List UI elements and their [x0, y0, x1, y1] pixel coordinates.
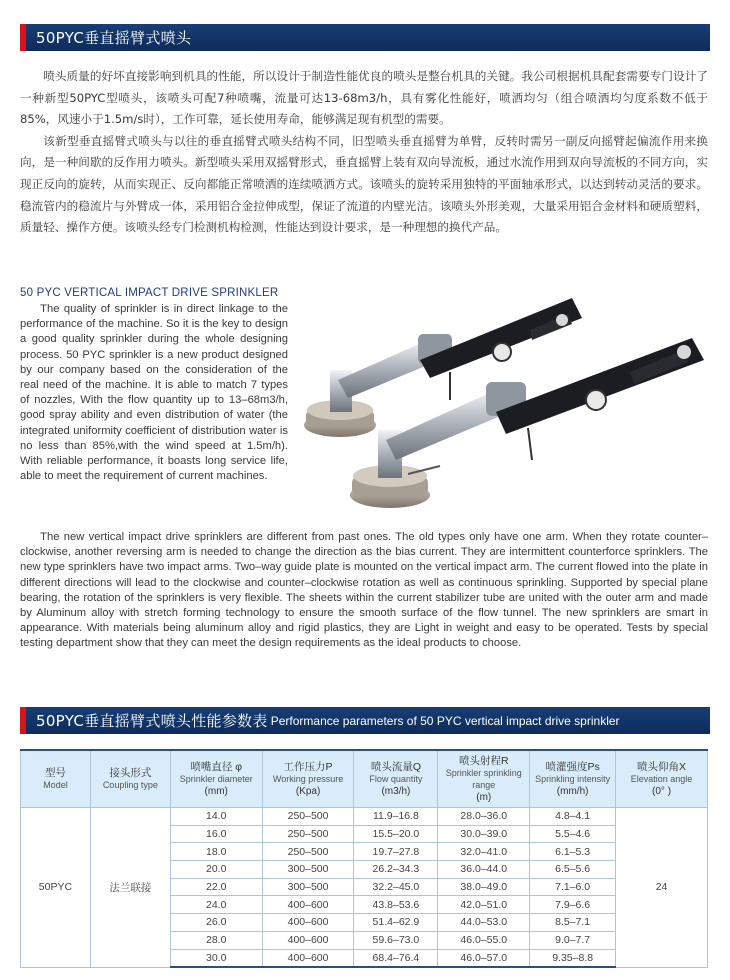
en-paragraph: The new vertical impact drive sprinklers are different from past ones. The old types only have one arm. When they rotate counter–clockwise, another reversing arm is needed to change the direction as the bias current. They are intermittent counterforce sprinklers. The new type sprinklers have two impact arms. Two–way guide plate is mounted on the vertical impact arm. The current flowed into the plate in different directions will lead to the clockwise and counter–clockwise rotation as well as continuous sprinkling. Supported by special plane bearing, the rotation of the sprinklers is very flexible. The sheets within the current stabilizer tube are united with the outer arm and made by Aluminum alloy with stretch forming technology to ensure the smooth surface of the flow tunnel. The new sprinklers are smart in appearance. With materials being aluminum alloy and rigid plastics, they are Light in weight and easy to be operated. Tests by special testing department show that they can meet the design requirements as the ideal products to choose.: [20, 531, 708, 650]
sprinkler-photo: [300, 290, 710, 526]
cell: 26.0: [170, 914, 262, 932]
cell: 32.2–45.0: [354, 878, 438, 896]
header-coupling: 接头形式 Coupling type: [90, 750, 170, 808]
performance-table: [20, 749, 708, 968]
cn-paragraph: 喷头质量的好坏直接影响到机具的性能，所以设计于制造性能优良的喷头是整台机具的关键。我公司根据机具配套需要专门设计了一种新型50PYC型喷头，该喷头可配7种喷嘴，流量可达13-68m3/h，具有雾化性能好，喷洒均匀（组合喷洒均匀度系数不低于85%，风速小于1.5m/s时），工作可靠，延长使用寿命，能够满足现有机型的需要。: [20, 69, 708, 127]
cell: 11.9–16.8: [354, 808, 438, 826]
cell: 250–500: [262, 843, 354, 861]
cell: 18.0: [170, 843, 262, 861]
table-row: [21, 808, 708, 826]
cell: 46.0–57.0: [438, 949, 530, 967]
table-title-en: Performance parameters of 50 PYC vertical impact drive sprinkler: [270, 713, 620, 728]
cell: 400–600: [262, 896, 354, 914]
header-pressure: 工作压力P Working pressure (Kpa): [262, 750, 354, 808]
section-title: 50PYC垂直摇臂式喷头: [36, 29, 192, 47]
cell: 36.0–44.0: [438, 861, 530, 879]
table-title-bar: [20, 707, 710, 734]
cell: 59.6–73.0: [354, 931, 438, 949]
cell: 250–500: [262, 808, 354, 826]
section-title-bar: [20, 24, 710, 51]
cell: 30.0: [170, 949, 262, 967]
cell-coupling: 法兰联接: [90, 808, 170, 968]
cell: 30.0–39.0: [438, 825, 530, 843]
cell: 24.0: [170, 896, 262, 914]
cell: 28.0: [170, 931, 262, 949]
cell: 22.0: [170, 878, 262, 896]
cell: 300–500: [262, 861, 354, 879]
cell: 42.0–51.0: [438, 896, 530, 914]
cell: 44.0–53.0: [438, 914, 530, 932]
title-accent: [20, 707, 26, 734]
cell-elevation: 24: [616, 808, 708, 968]
cell: 19.7–27.8: [354, 843, 438, 861]
english-description-column: [20, 302, 288, 484]
cell: 400–600: [262, 914, 354, 932]
cell: 9.0–7.7: [530, 931, 616, 949]
cell: 400–600: [262, 931, 354, 949]
cell: 51.4–62.9: [354, 914, 438, 932]
header-flow: 喷头流量Q Flow quantity (m3/h): [354, 750, 438, 808]
cell: 28.0–36.0: [438, 808, 530, 826]
cell: 43.8–53.6: [354, 896, 438, 914]
cell: 7.9–6.6: [530, 896, 616, 914]
en-paragraph: The quality of sprinkler is in direct linkage to the performance of the machine. So it is the key to design a good quality sprinkler during the whole designing process. 50 PYC sprinkler is a new product designed by our company based on the consideration of the real need of the machine. It is able to match 7 types of nozzles, With the flow quantity up to 13–68m3/h, good spray ability and even distribution of water (the integrated uniformity coefficient of distribution water is no less than 85%,with the wind speed at 1.5m/h). With reliable performance, it boasts long service life, able to meet the requirement of current machines.: [20, 303, 288, 483]
cell: 26.2–34.3: [354, 861, 438, 879]
cn-paragraph: 该新型垂直摇臂式喷头与以往的垂直摇臂式喷头结构不同，旧型喷头垂直摇臂为单臂，反转时需另一副反向摇臂起偏流作用来换向，是一种间歇的反作用力喷头。新型喷头采用双摇臂形式，垂直摇臂上装有双向导流板，通过水流作用到双向导流板的不同方向，实现正反向的旋转，从而实现正、反向都能正常喷洒的连续喷洒方式。该喷头的旋转采用独特的平面轴承形式，以达到转动灵活的要求。稳流管内的稳流片与外臂成一体，采用铝合金拉伸成型，保证了流道的内壁光洁。该喷头外形美观，大量采用铝合金材料和硬质塑料，质量轻、操作方便。该喷头经专门检测机构检测，性能达到设计要求，是一种理想的换代产品。: [20, 133, 708, 235]
header-diameter: 喷嘴直径 φ Sprinkler diameter (mm): [170, 750, 262, 808]
cell-model: 50PYC: [21, 808, 91, 968]
cell: 15.5–20.0: [354, 825, 438, 843]
cell: 5.5–4.6: [530, 825, 616, 843]
cell: 4.8–4.1: [530, 808, 616, 826]
cell: 68.4–76.4: [354, 949, 438, 967]
cell: 20.0: [170, 861, 262, 879]
header-intensity: 喷灌强度Ps Sprinkling intensity (mm/h): [530, 750, 616, 808]
english-description-full: [20, 530, 708, 652]
cell: 7.1–6.0: [530, 878, 616, 896]
cell: 16.0: [170, 825, 262, 843]
header-model: 型号 Model: [21, 750, 91, 808]
chinese-description: [20, 66, 708, 239]
table-header-row: [21, 750, 708, 808]
cell: 400–600: [262, 949, 354, 967]
cell: 250–500: [262, 825, 354, 843]
cell: 38.0–49.0: [438, 878, 530, 896]
cell: 46.0–55.0: [438, 931, 530, 949]
table-title: 50PYC垂直摇臂式喷头性能参数表: [36, 712, 268, 730]
title-accent: [20, 24, 26, 51]
cell: 8.5–7.1: [530, 914, 616, 932]
cell: 300–500: [262, 878, 354, 896]
header-elevation: 喷头仰角X Elevation angle (0° ): [616, 750, 708, 808]
cell: 9.35–8.8: [530, 949, 616, 967]
cell: 6.5–5.6: [530, 861, 616, 879]
header-range: 喷头射程R Sprinkler sprinkling range (m): [438, 750, 530, 808]
english-heading: 50 PYC VERTICAL IMPACT DRIVE SPRINKLER: [20, 287, 279, 299]
cell: 6.1–5.3: [530, 843, 616, 861]
cell: 14.0: [170, 808, 262, 826]
cell: 32.0–41.0: [438, 843, 530, 861]
